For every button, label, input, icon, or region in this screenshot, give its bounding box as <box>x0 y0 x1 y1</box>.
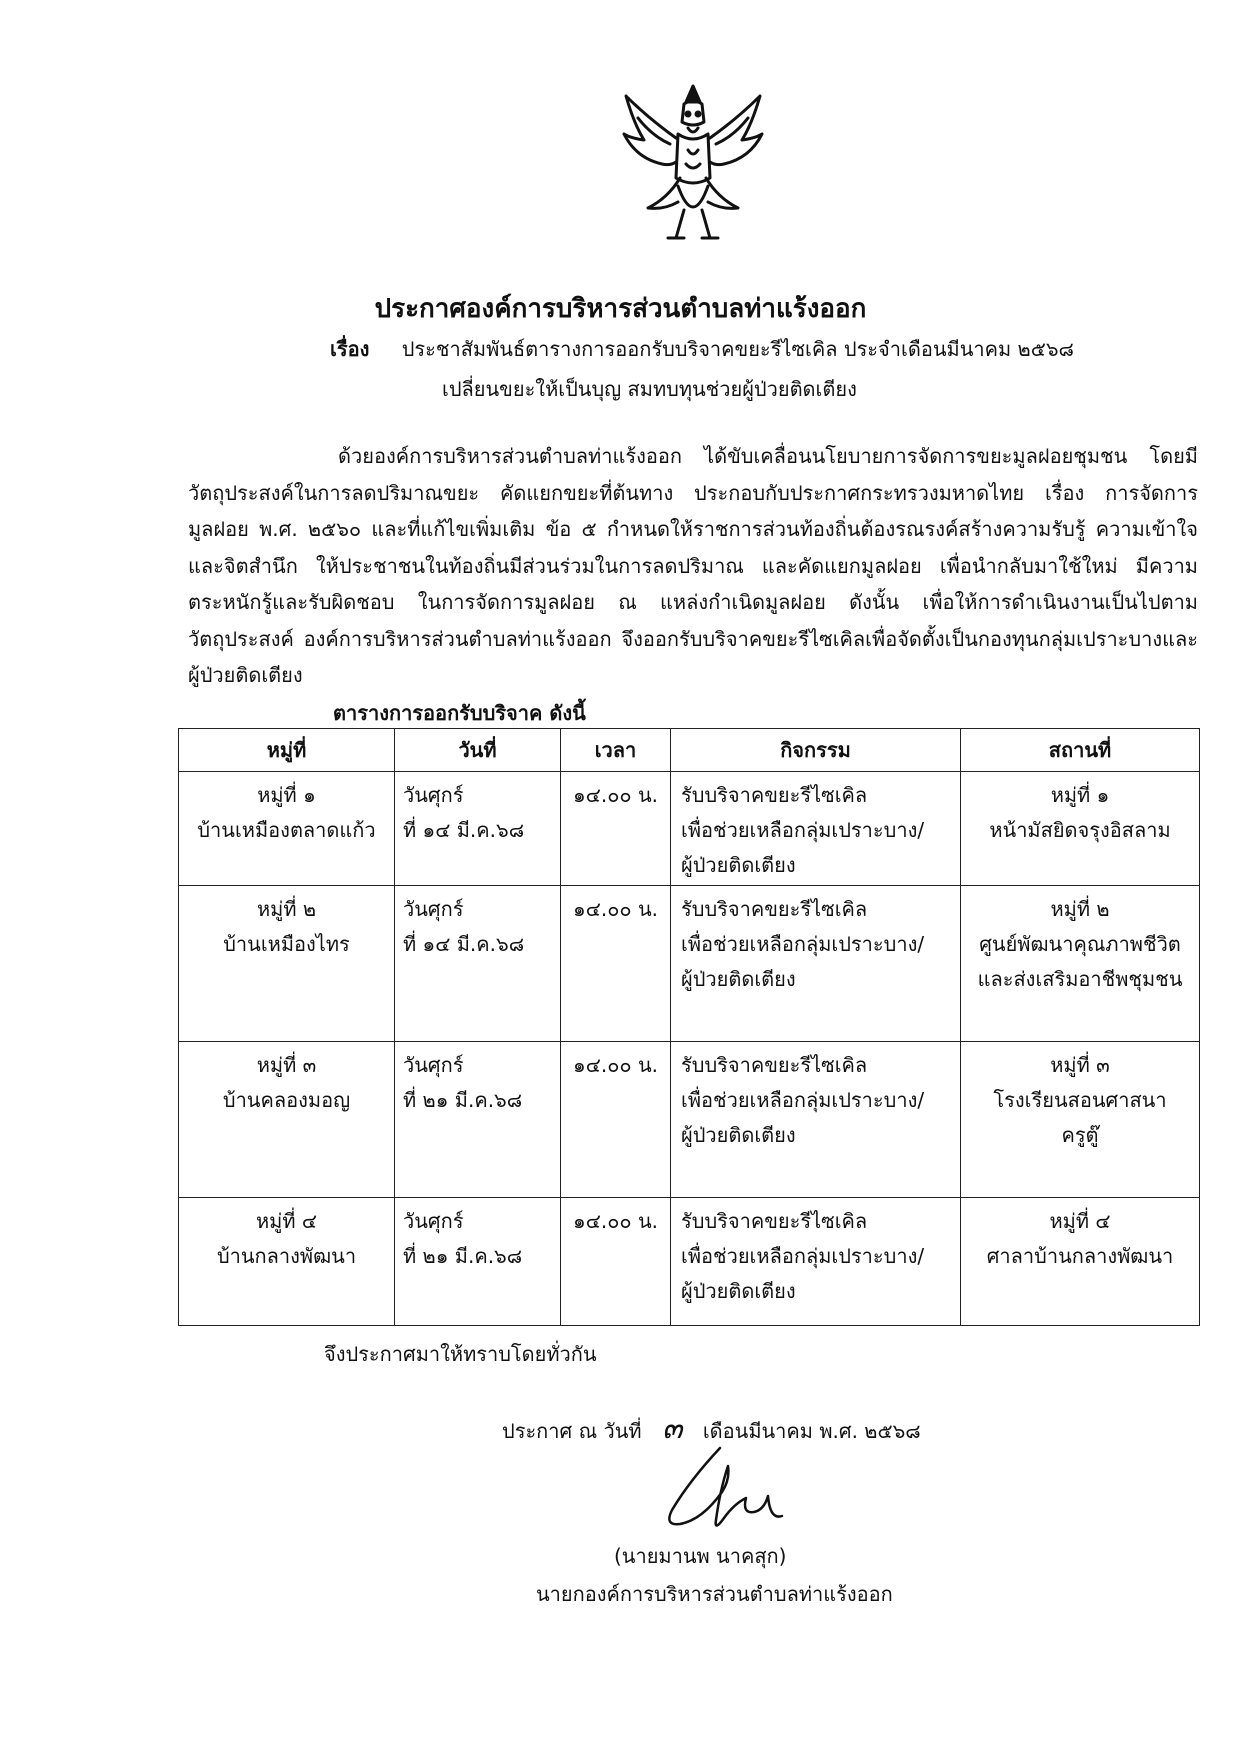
activity-line: ผู้ป่วยติดเตียง <box>681 1123 796 1147</box>
cell-place <box>961 1198 1200 1326</box>
table-caption: ตารางการออกรับบริจาค ดังนี้ <box>333 701 586 725</box>
place-line: หมู่ที่ ๒ <box>1050 897 1110 921</box>
date-day: วันศุกร์ <box>403 897 464 921</box>
activity-line: รับบริจาคขยะรีไซเคิล <box>681 1053 868 1077</box>
activity-line: เพื่อช่วยเหลือกลุ่มเปราะบาง/ <box>681 1244 925 1268</box>
cell-place <box>961 772 1200 886</box>
activity-line: รับบริจาคขยะรีไซเคิล <box>681 1209 868 1233</box>
cell-village <box>179 886 395 1042</box>
activity-line: ผู้ป่วยติดเตียง <box>681 853 796 877</box>
cell-time: ๑๔.๐๐ น. <box>561 1198 671 1326</box>
place-line: หมู่ที่ ๓ <box>1050 1053 1110 1077</box>
place-line: หน้ามัสยิดจรุงอิสลาม <box>989 818 1171 842</box>
garuda-emblem-icon <box>618 78 768 248</box>
subject-label: เรื่อง <box>330 337 370 361</box>
cell-village <box>179 1042 395 1198</box>
village-number: หมู่ที่ ๒ <box>256 897 317 921</box>
activity-line: รับบริจาคขยะรีไซเคิล <box>681 783 868 807</box>
place-line: หมู่ที่ ๑ <box>1050 783 1110 807</box>
cell-date <box>395 1042 561 1198</box>
cell-place <box>961 1042 1200 1198</box>
cell-activity <box>671 886 961 1042</box>
activity-line: รับบริจาคขยะรีไซเคิล <box>681 897 868 921</box>
date-day: วันศุกร์ <box>403 1209 464 1233</box>
village-number: หมู่ที่ ๑ <box>257 783 316 807</box>
cell-place <box>961 886 1200 1042</box>
date-day-handwritten: ๓ <box>661 1411 683 1446</box>
date-value: ที่ ๒๑ มี.ค.๖๘ <box>403 1244 523 1268</box>
date-prefix: ประกาศ ณ วันที่ <box>502 1419 642 1443</box>
date-day: วันศุกร์ <box>403 783 464 807</box>
place-line: ครูตู๊ <box>1061 1123 1099 1147</box>
activity-line: ผู้ป่วยติดเตียง <box>681 967 796 991</box>
village-number: หมู่ที่ ๔ <box>255 1209 318 1233</box>
date-value: ที่ ๑๔ มี.ค.๖๘ <box>403 818 525 842</box>
cell-village <box>179 1198 395 1326</box>
place-line: และส่งเสริมอาชีพชุมชน <box>977 967 1183 991</box>
activity-line: เพื่อช่วยเหลือกลุ่มเปราะบาง/ <box>681 932 925 956</box>
village-name: บ้านคลองมอญ <box>222 1088 351 1112</box>
village-number: หมู่ที่ ๓ <box>256 1053 317 1077</box>
activity-line: เพื่อช่วยเหลือกลุ่มเปราะบาง/ <box>681 1088 925 1112</box>
subject-text: ประชาสัมพันธ์ตารางการออกรับบริจาคขยะรีไซเคิล ประจำเดือนมีนาคม ๒๕๖๘ <box>401 337 1074 361</box>
subject-text-continued: เปลี่ยนขยะให้เป็นบุญ สมทบทุนช่วยผู้ป่วยติดเตียง <box>442 377 857 401</box>
cell-activity <box>671 1198 961 1326</box>
cell-activity <box>671 1042 961 1198</box>
place-line: ศาลาบ้านกลางพัฒนา <box>986 1244 1174 1268</box>
table-row <box>179 772 1200 886</box>
date-day: วันศุกร์ <box>403 1053 464 1077</box>
header-activity: กิจกรรม <box>671 729 961 772</box>
date-value: ที่ ๒๑ มี.ค.๖๘ <box>403 1088 523 1112</box>
cell-village <box>179 772 395 886</box>
header-date: วันที่ <box>395 729 561 772</box>
cell-activity <box>671 772 961 886</box>
cell-date <box>395 1198 561 1326</box>
handwritten-signature-icon <box>650 1440 790 1545</box>
cell-date <box>395 886 561 1042</box>
village-name: บ้านเหมืองตลาดแก้ว <box>197 818 376 842</box>
signer-title: นายกองค์การบริหารส่วนตำบลท่าแร้งออก <box>536 1582 893 1606</box>
place-line: ศูนย์พัฒนาคุณภาพชีวิต <box>979 932 1181 956</box>
activity-line: ผู้ป่วยติดเตียง <box>681 1279 796 1303</box>
village-name: บ้านเหมืองไทร <box>223 932 350 956</box>
activity-line: เพื่อช่วยเหลือกลุ่มเปราะบาง/ <box>681 818 925 842</box>
page-title: ประกาศองค์การบริหารส่วนตำบลท่าแร้งออก <box>374 294 867 324</box>
place-line: โรงเรียนสอนศาสนา <box>993 1088 1167 1112</box>
village-name: บ้านกลางพัฒนา <box>216 1244 357 1268</box>
header-place: สถานที่ <box>961 729 1200 772</box>
body-paragraph: ด้วยองค์การบริหารส่วนตำบลท่าแร้งออก ได้ขับเคลื่อนนโยบายการจัดการขยะมูลฝอยชุมชน โดยมีวัตถุประสงค์ในการลดปริมาณขยะ คัดแยกขยะที่ต้นทาง ประกอบกับประกาศกระทรวงมหาดไทย เรื่อง การจัดการมูลฝอย พ.ศ. ๒๕๖๐ และที่แก้ไขเพิ่มเติม ข้อ ๕ กำหนดให้ราชการส่วนท้องถิ่นต้องรณรงค์สร้างความรับรู้ ความเข้าใจและจิตสำนึก ให้ประชาชนในท้องถิ่นมีส่วนร่วมในการลดปริมาณ และคัดแยกมูลฝอย เพื่อนำกลับมาใช้ใหม่ มีความตระหนักรู้และรับผิดชอบ ในการจัดการมูลฝอย ณ แหล่งกำเนิดมูลฝอย ดังนั้น เพื่อให้การดำเนินงานเป็นไปตามวัตถุประสงค์ องค์การบริหารส่วนตำบลท่าแร้งออก จึงออกรับบริจาคขยะรีไซเคิลเพื่อจัดตั้งเป็นกองทุนกลุ่มเปราะบางและผู้ป่วยติดเตียง <box>188 444 1198 687</box>
date-value: ที่ ๑๔ มี.ค.๖๘ <box>403 932 525 956</box>
cell-time: ๑๔.๐๐ น. <box>561 772 671 886</box>
header-village: หมู่ที่ <box>179 729 395 772</box>
signer-name: (นายมานพ นาคสุก) <box>614 1544 787 1568</box>
schedule-table <box>178 728 1200 1326</box>
table-header-row <box>179 729 1200 772</box>
subject-line <box>330 333 1074 365</box>
cell-time: ๑๔.๐๐ น. <box>561 886 671 1042</box>
table-row <box>179 1198 1200 1326</box>
date-suffix: เดือนมีนาคม พ.ศ. ๒๕๖๘ <box>702 1419 921 1443</box>
cell-time: ๑๔.๐๐ น. <box>561 1042 671 1198</box>
table-row <box>179 886 1200 1042</box>
cell-date <box>395 772 561 886</box>
closing-statement: จึงประกาศมาให้ทราบโดยทั่วกัน <box>324 1342 597 1366</box>
header-time: เวลา <box>561 729 671 772</box>
table-row <box>179 1042 1200 1198</box>
place-line: หมู่ที่ ๔ <box>1049 1209 1111 1233</box>
